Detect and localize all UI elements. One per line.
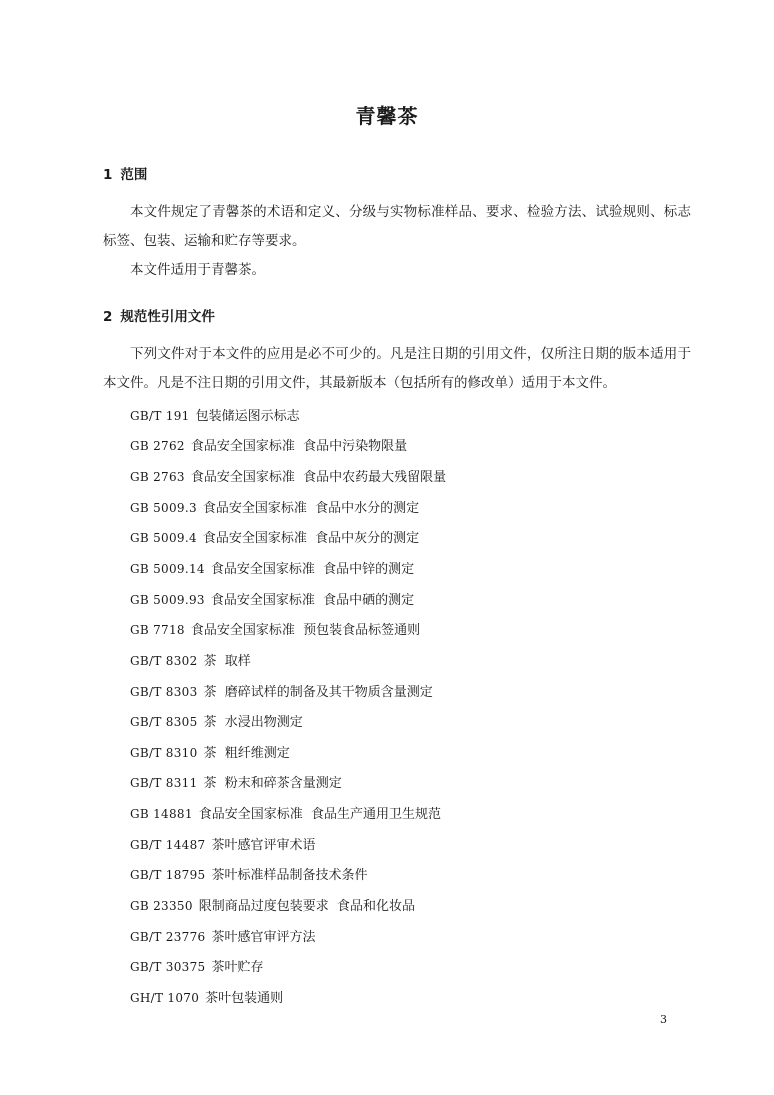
- reference-item: [130, 650, 251, 669]
- section-1-heading: [103, 163, 147, 183]
- section-2-number: 2: [103, 309, 113, 325]
- reference-title: 限制商品过度包装要求 食品和化妆品: [198, 899, 416, 914]
- reference-item: [130, 987, 283, 1006]
- reference-item: [130, 589, 414, 608]
- reference-title: 茶 磨碎试样的制备及其干物质含量测定: [203, 685, 433, 700]
- reference-item: [130, 864, 367, 883]
- reference-title: 食品安全国家标准 食品中锌的测定: [210, 562, 415, 577]
- reference-code: GB 5009.4: [130, 531, 197, 545]
- reference-item: [130, 895, 415, 914]
- reference-item: [130, 466, 446, 485]
- reference-title: 茶 取样: [203, 654, 251, 669]
- reference-code: GB 5009.93: [130, 593, 205, 607]
- reference-item: [130, 497, 419, 516]
- reference-code: GB 14881: [130, 807, 193, 821]
- section-2-heading: [103, 305, 215, 325]
- reference-title: 茶 粉末和碎茶含量测定: [203, 776, 342, 791]
- reference-code: GH/T 1070: [130, 991, 200, 1005]
- reference-code: GB 5009.3: [130, 501, 197, 515]
- reference-item: [130, 681, 433, 700]
- reference-title: 食品安全国家标准 食品中灰分的测定: [202, 531, 420, 546]
- reference-title: 茶叶包装通则: [205, 991, 284, 1006]
- reference-code: GB/T 8305: [130, 715, 198, 729]
- reference-item: [130, 435, 407, 454]
- reference-item: [130, 926, 315, 945]
- reference-title: 食品安全国家标准 食品中污染物限量: [190, 439, 408, 454]
- reference-code: GB/T 191: [130, 409, 190, 423]
- reference-title: 食品安全国家标准 食品中农药最大残留限量: [190, 470, 447, 485]
- reference-title: 茶叶标准样品制备技术条件: [211, 868, 368, 883]
- scope-paragraph: 本文件规定了青馨茶的术语和定义、分级与实物标准样品、要求、检验方法、试验规则、标志标签、包装、运输和贮存等要求。: [103, 204, 691, 249]
- reference-title: 茶 粗纤维测定: [203, 746, 290, 761]
- applicability-paragraph: 本文件适用于青馨茶。: [130, 262, 265, 278]
- reference-item: [130, 711, 303, 730]
- reference-title: 食品安全国家标准 预包装食品标签通则: [190, 623, 421, 638]
- reference-code: GB/T 8303: [130, 685, 198, 699]
- reference-code: GB/T 23776: [130, 930, 206, 944]
- reference-code: GB 2762: [130, 439, 185, 453]
- reference-code: GB/T 8311: [130, 776, 198, 790]
- reference-item: [130, 619, 420, 638]
- reference-code: GB/T 30375: [130, 960, 206, 974]
- reference-code: GB/T 8310: [130, 746, 198, 760]
- reference-title: 食品安全国家标准 食品中水分的测定: [202, 501, 420, 516]
- reference-code: GB 23350: [130, 899, 193, 913]
- reference-item: [130, 558, 414, 577]
- section-1-number: 1: [103, 167, 113, 183]
- section-1-title: 范围: [120, 167, 148, 183]
- section-2-title: 规范性引用文件: [120, 309, 215, 325]
- reference-item: [130, 803, 441, 822]
- reference-title: 茶叶贮存: [211, 960, 264, 975]
- reference-item: [130, 772, 342, 791]
- reference-title: 食品安全国家标准 食品生产通用卫生规范: [198, 807, 442, 822]
- reference-item: [130, 956, 263, 975]
- reference-code: GB 7718: [130, 623, 185, 637]
- reference-title: 包装储运图示标志: [195, 409, 300, 424]
- reference-item: [130, 742, 290, 761]
- reference-title: 食品安全国家标准 食品中硒的测定: [210, 593, 415, 608]
- reference-item: [130, 834, 315, 853]
- reference-code: GB 5009.14: [130, 562, 205, 576]
- reference-code: GB/T 14487: [130, 838, 206, 852]
- reference-title: 茶叶感官审评方法: [211, 930, 316, 945]
- reference-code: GB/T 18795: [130, 868, 206, 882]
- references-intro-paragraph: 下列文件对于本文件的应用是必不可少的。凡是注日期的引用文件，仅所注日期的版本适用于本文件。凡是不注日期的引用文件，其最新版本（包括所有的修改单）适用于本文件。: [103, 346, 691, 391]
- document-title: 青馨茶: [355, 104, 419, 128]
- reference-code: GB/T 8302: [130, 654, 198, 668]
- reference-code: GB 2763: [130, 470, 185, 484]
- reference-item: [130, 405, 300, 424]
- page-number: 3: [660, 1013, 667, 1026]
- reference-title: 茶叶感官评审术语: [211, 838, 316, 853]
- reference-item: [130, 527, 419, 546]
- reference-title: 茶 水浸出物测定: [203, 715, 303, 730]
